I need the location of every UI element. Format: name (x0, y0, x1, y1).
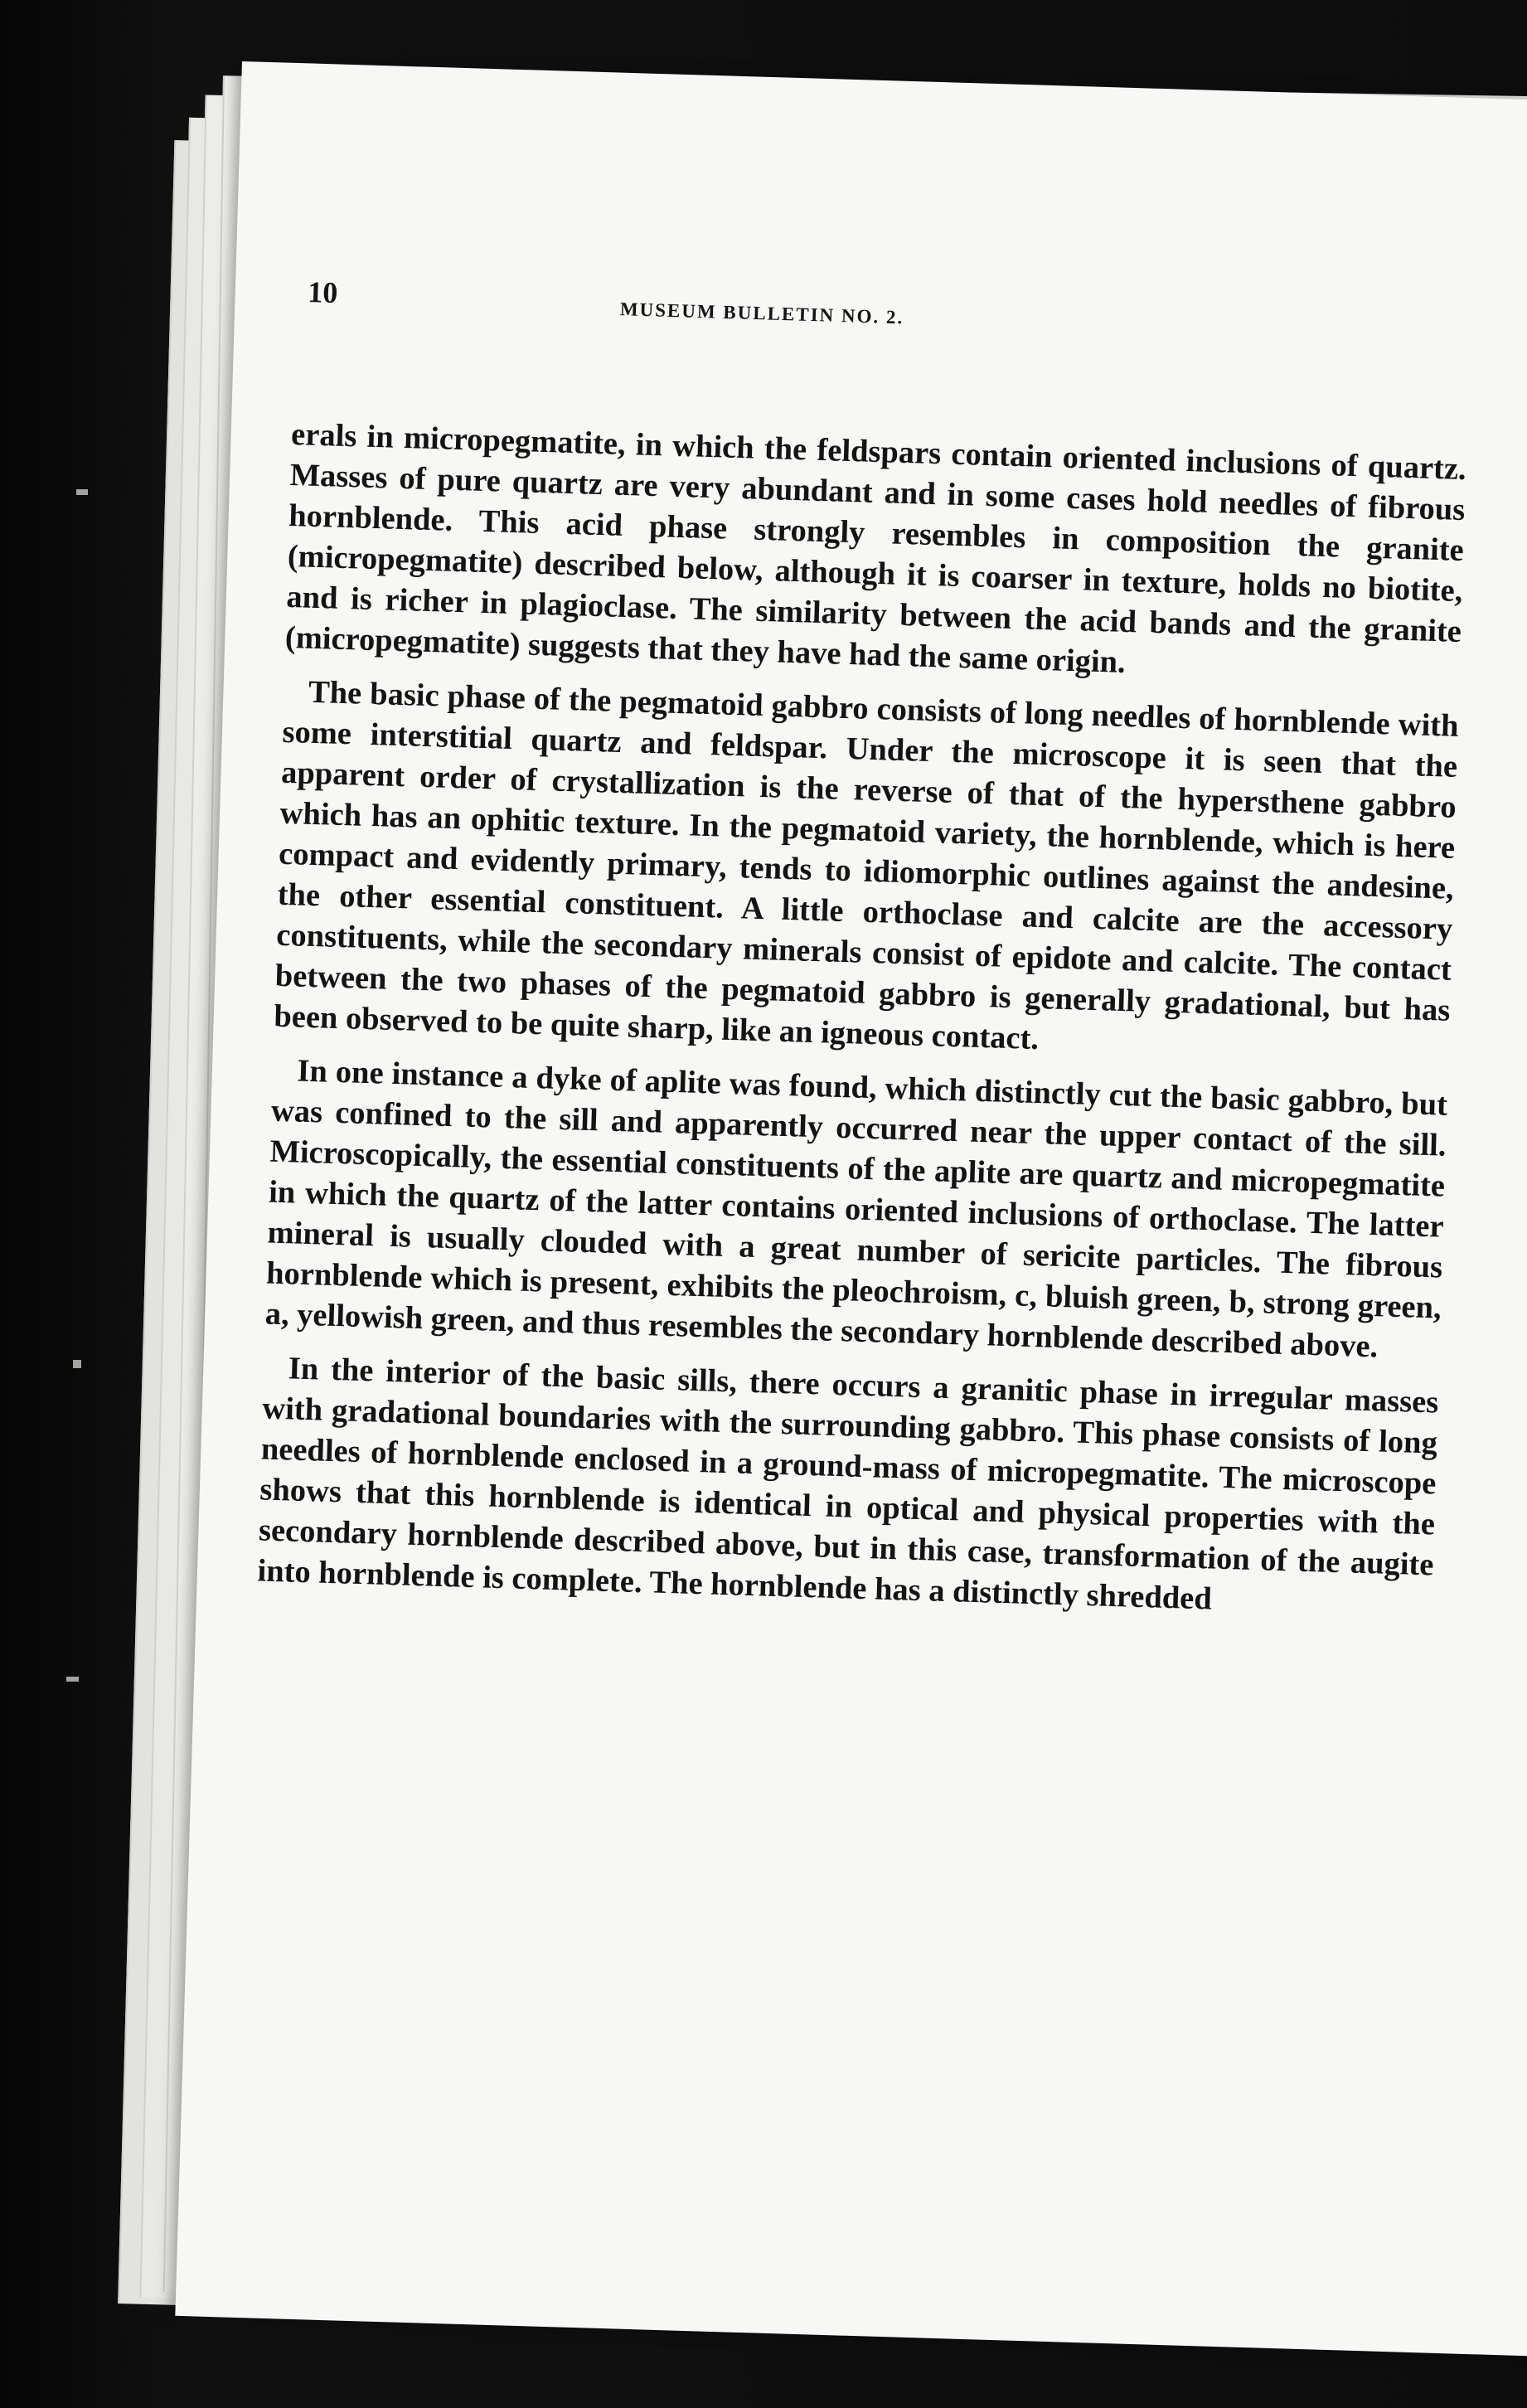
scan-speck (73, 1360, 81, 1368)
paragraph-1: erals in micropegmatite, in which the feldspars contain oriented inclusions of quartz. Masses of pure quartz are very abundant and in some cases hold needles of fibrous hornblende. This acid phase strongly resembles in composition the granite (micropegmatite) described below, although it is coarser in texture, holds no biotite, and is richer in plagioclase. The similarity between the acid bands and the granite (micropegmatite) suggests that they have had the same origin. (284, 416, 1467, 680)
scan-speck (76, 489, 88, 495)
paragraph-2: The basic phase of the pegmatoid gabbro consists of long needles of hornblende with some interstitial quartz and feldspar. Under the microscope it is seen that the apparent order of crystallization is the reverse of that of the hypersthene gabbro which has an ophitic texture. In the pegmatoid variety, the hornblende, which is here compact and evidently primary, tends to idiomorphic outlines against the andesine, the other essential constituent. A little orthoclase and calcite are the accessory constituents, while the secondary minerals consist of epidote and calcite. The contact between the two phases of the pegmatoid gabbro is generally gradational, but has been observed to be quite sharp, like an igneous contact. (273, 674, 1460, 1057)
page-number: 10 (307, 274, 338, 310)
scan-speck (66, 1677, 79, 1682)
body-text (256, 415, 1466, 1639)
paragraph-4: In the interior of the basic sills, there occurs a granitic phase in irregular masses with gradational boundaries with the surrounding gabbro. This phase consists of long needles of hornblende enclosed in a ground-mass of micropegmatite. The microscope shows that this hornblende is identical in optical and physical properties with the secondary hornblende described above, but in this case, transformation of the augite into hornblende is complete. The hornblende has a distinctly shredded (256, 1351, 1439, 1617)
running-head: MUSEUM BULLETIN NO. 2. (619, 299, 904, 328)
paragraph-3: In one instance a dyke of aplite was found, which distinctly cut the basic gabbro, but was confined to the sill and apparently occurred near the upper contact of the sill. Microscopically, the essential constituents of the aplite are quartz and micropegmatite in which the quartz of the latter contains oriented inclusions of orthoclase. The latter mineral is usually clouded with a great number of sericite particles. The fibrous hornblende which is present, exhibits the pleochroism, c, bluish green, b, strong green, a, yellowish green, and thus resembles the secondary hornblende described above. (264, 1053, 1448, 1365)
